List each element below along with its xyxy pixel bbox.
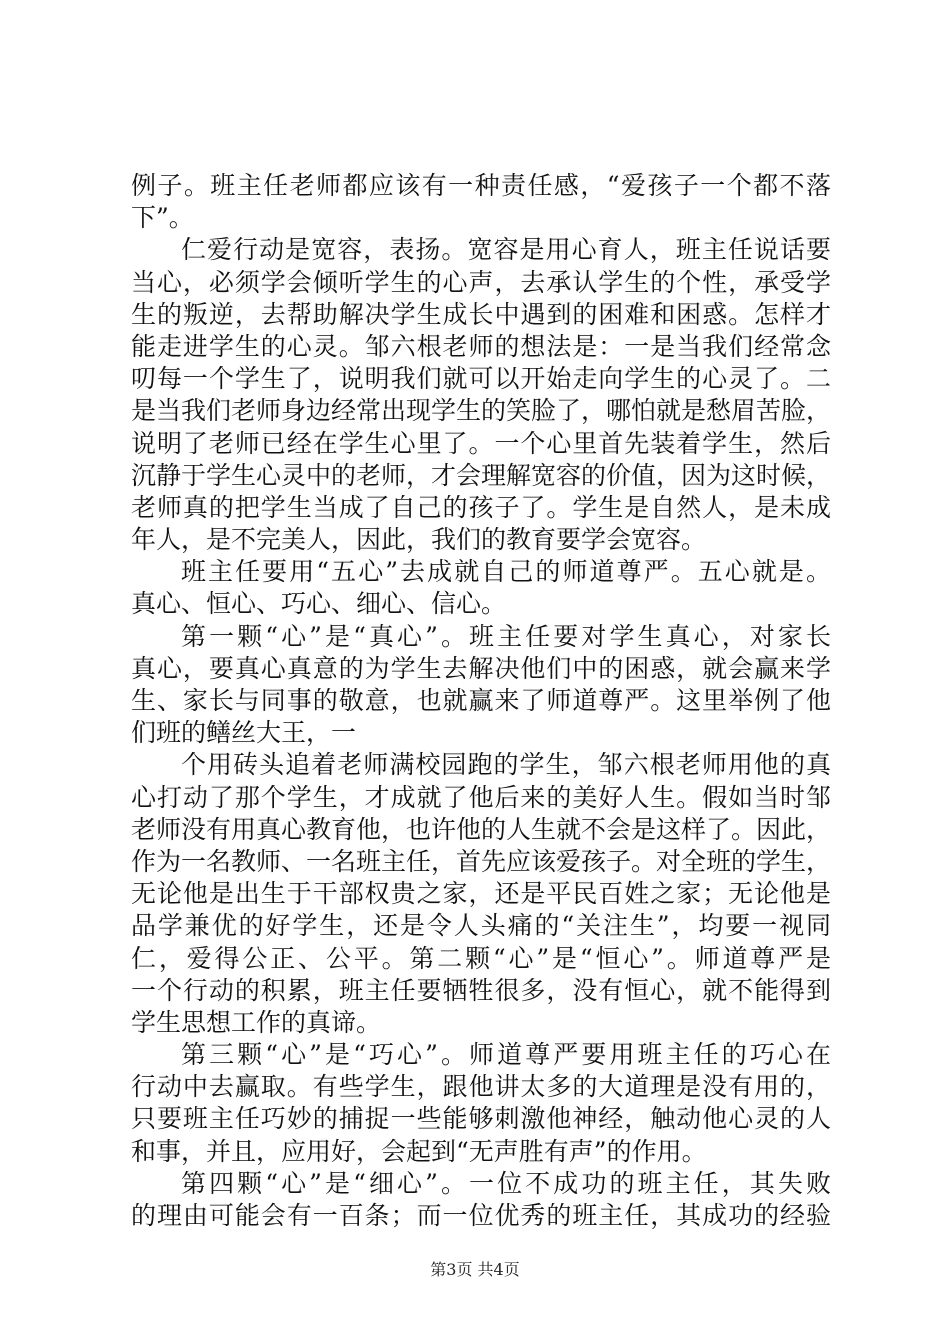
text-line: 年人，是不完美人，因此，我们的教育要学会宽容。: [131, 525, 707, 555]
text-line: 沉静于学生心灵中的老师，才会理解宽容的价值，因为这时候，: [131, 460, 832, 490]
text-line: 第三颗“心”是“巧心”。师道尊严要用班主任的巧心在: [181, 1040, 831, 1070]
text-line: 生、家长与同事的敬意，也就赢来了师道尊严。这里举例了他: [131, 686, 831, 715]
text-line: 行动中去赢取。有些学生，跟他讲太多的大道理是没有用的，: [131, 1072, 831, 1102]
text-line: 们班的鳝丝大王，一: [131, 718, 357, 748]
body-text: [131, 170, 831, 1232]
text-line: 无论他是出生于干部权贵之家，还是平民百姓之家；无论他是: [131, 879, 831, 909]
text-line: 个用砖头追着老师满校园跑的学生，邹六根老师用他的真: [181, 750, 831, 780]
text-line: 仁爱行动是宽容，表扬。宽容是用心育人，班主任说话要: [181, 235, 831, 265]
text-line: 能走进学生的心灵。邹六根老师的想法是：一是当我们经常念: [131, 331, 831, 361]
text-line: 下”。: [131, 203, 194, 233]
text-line: 作为一名教师、一名班主任，首先应该爱孩子。对全班的学生，: [131, 846, 832, 876]
text-line: 当心，必须学会倾听学生的心声，去承认学生的个性，承受学: [131, 267, 831, 297]
text-line: 真心、恒心、巧心、细心、信心。: [131, 589, 507, 619]
text-line: 例子。班主任老师都应该有一种责任感，“爱孩子一个都不落: [131, 171, 831, 200]
page-footer: [0, 1260, 950, 1280]
text-line: 的理由可能会有一百条；而一位优秀的班主任，其成功的经验: [131, 1201, 831, 1230]
page-total: 共4页: [477, 1260, 520, 1279]
text-line: 第四颗“心”是“细心”。一位不成功的班主任，其失败: [181, 1168, 831, 1198]
text-line: 心打动了那个学生，才成就了他后来的美好人生。假如当时邹: [131, 782, 831, 812]
text-line: 只要班主任巧妙的捕捉一些能够刺激他神经，触动他心灵的人: [131, 1104, 831, 1134]
text-line: 班主任要用“五心”去成就自己的师道尊严。五心就是。: [181, 557, 831, 587]
text-line: 叨每一个学生了，说明我们就可以开始走向学生的心灵了。二: [131, 364, 831, 394]
text-line: 和事，并且，应用好，会起到“无声胜有声”的作用。: [131, 1136, 707, 1166]
text-line: 第一颗“心”是“真心”。班主任要对学生真心，对家长: [181, 621, 831, 651]
text-line: 老师没有用真心教育他，也许他的人生就不会是这样了。因此，: [131, 814, 832, 844]
text-line: 一个行动的积累，班主任要牺牲很多，没有恒心，就不能得到: [131, 975, 831, 1005]
text-line: 真心，要真心真意的为学生去解决他们中的困惑，就会赢来学: [131, 653, 831, 683]
text-line: 学生思想工作的真谛。: [131, 1007, 382, 1037]
text-line: 是当我们老师身边经常出现学生的笑脸了，哪怕就是愁眉苦脸，: [131, 396, 832, 426]
text-line: 老师真的把学生当成了自己的孩子了。学生是自然人，是未成: [131, 492, 831, 522]
text-line: 说明了老师已经在学生心里了。一个心里首先装着学生，然后: [131, 428, 831, 458]
text-line: 生的叛逆，去帮助解决学生成长中遇到的困难和困惑。怎样才: [131, 299, 831, 329]
text-line: 仁，爱得公正、公平。第二颗“心”是“恒心”。师道尊严是: [131, 943, 831, 973]
text-line: 品学兼优的好学生，还是令人头痛的“关注生”，均要一视同: [131, 911, 831, 941]
page-number: 第3页: [430, 1260, 473, 1279]
